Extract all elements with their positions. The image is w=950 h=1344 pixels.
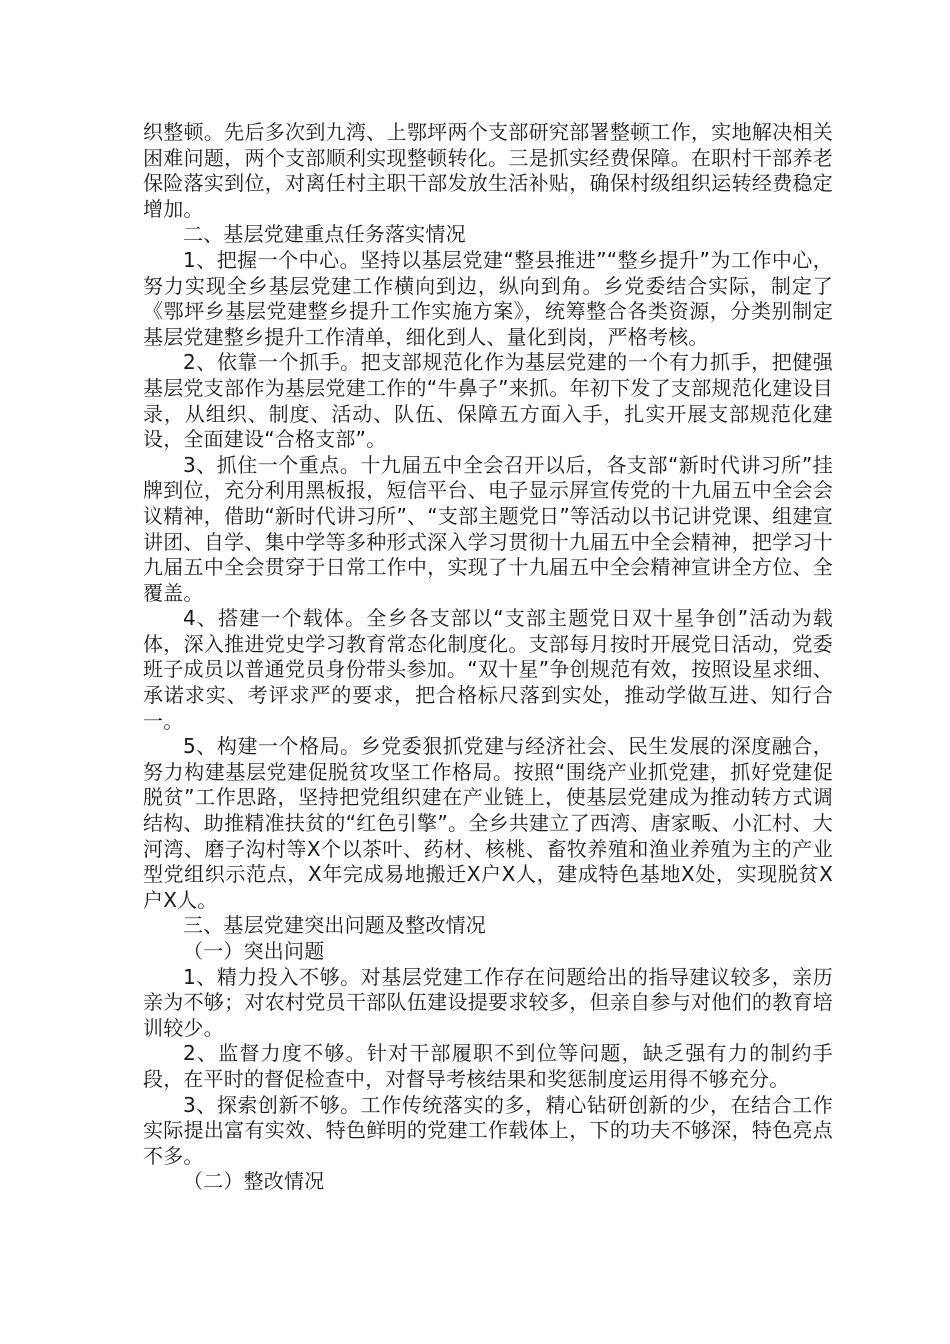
paragraph-item-3: 3、抓住一个重点。十九届五中全会召开以后，各支部“新时代讲习所”挂牌到位，充分利用黑板报，短信平台、电子显示屏宣传党的十九届五中全会会议精神，借助“新时代讲习所”、“支部主题党日”等活动以书记讲党课、组建宣讲团、自学、集中学等多种形式深入学习贯彻十九届五中全会精神，把学习十九届五中全会贯穿于日常工作中，实现了十九届五中全会精神宣讲全方位、全覆盖。: [143, 452, 833, 605]
problem-item-3: 3、探索创新不够。工作传统落实的多，精心钻研创新的少，在结合工作实际提出富有实效、特色鲜明的党建工作载体上，下的功夫不够深，特色亮点不多。: [143, 1092, 833, 1168]
paragraph-item-1: 1、把握一个中心。坚持以基层党建“整县推进”“整乡提升”为工作中心，努力实现全乡基层党建工作横向到边，纵向到角。乡党委结合实际，制定了《鄂坪乡基层党建整乡提升工作实施方案》，统筹整合各类资源，分类别制定基层党建整乡提升工作清单，细化到人、量化到岗，严格考核。: [143, 247, 833, 349]
section-heading-2: 二、基层党建重点任务落实情况: [183, 222, 466, 247]
subsection-heading-rectification: （二）整改情况: [183, 1169, 325, 1194]
problem-item-2: 2、监督力度不够。针对干部履职不到位等问题，缺乏强有力的制约手段，在平时的督促检查中，对督导考核结果和奖惩制度运用得不够充分。: [143, 1041, 833, 1091]
problem-item-1: 1、精力投入不够。对基层党建工作存在问题给出的指导建议较多，亲历亲为不够；对农村党员干部队伍建设提要求较多，但亲自参与对他们的教育培训较少。: [143, 964, 833, 1040]
section-heading-3: 三、基层党建突出问题及整改情况: [183, 913, 486, 938]
paragraph-item-5: 5、构建一个格局。乡党委狠抓党建与经济社会、民生发展的深度融合，努力构建基层党建促脱贫攻坚工作格局。按照“围绕产业抓党建，抓好党建促脱贫”工作思路，坚持把党组织建在产业链上，使基层党建成为推动转方式调结构、助推精准扶贫的“红色引擎”。全乡共建立了西湾、唐家畈、小汇村、大河湾、磨子沟村等X个以茶叶、药材、核桃、畜牧养殖和渔业养殖为主的产业型党组织示范点，X年完成易地搬迁X户X人，建成特色基地X处，实现脱贫X户X人。: [143, 734, 833, 912]
subsection-heading-problems: （一）突出问题: [183, 939, 325, 963]
paragraph-item-2: 2、依靠一个抓手。把支部规范化作为基层党建的一个有力抓手，把健强基层党支部作为基层党建工作的“牛鼻子”来抓。年初下发了支部规范化建设目录，从组织、制度、活动、队伍、保障五方面入手，扎实开展支部规范化建设，全面建设“合格支部”。: [143, 350, 833, 452]
document-page: [143, 120, 833, 1195]
paragraph-item-4: 4、搭建一个载体。全乡各支部以“支部主题党日双十星争创”活动为载体，深入推进党史学习教育常态化制度化。支部每月按时开展党日活动，党委班子成员以普通党员身份带头参加。“双十星”争创规范有效，按照设星求细、承诺求实、考评求严的要求，把合格标尺落到实处，推动学做互进、知行合一。: [143, 606, 833, 733]
paragraph-continuation: 织整顿。先后多次到九湾、上鄂坪两个支部研究部署整顿工作，实地解决相关困难问题，两个支部顺利实现整顿转化。三是抓实经费保障。在职村干部养老保险落实到位，对离任村主职干部发放生活补贴，确保村级组织运转经费稳定增加。: [143, 120, 833, 221]
